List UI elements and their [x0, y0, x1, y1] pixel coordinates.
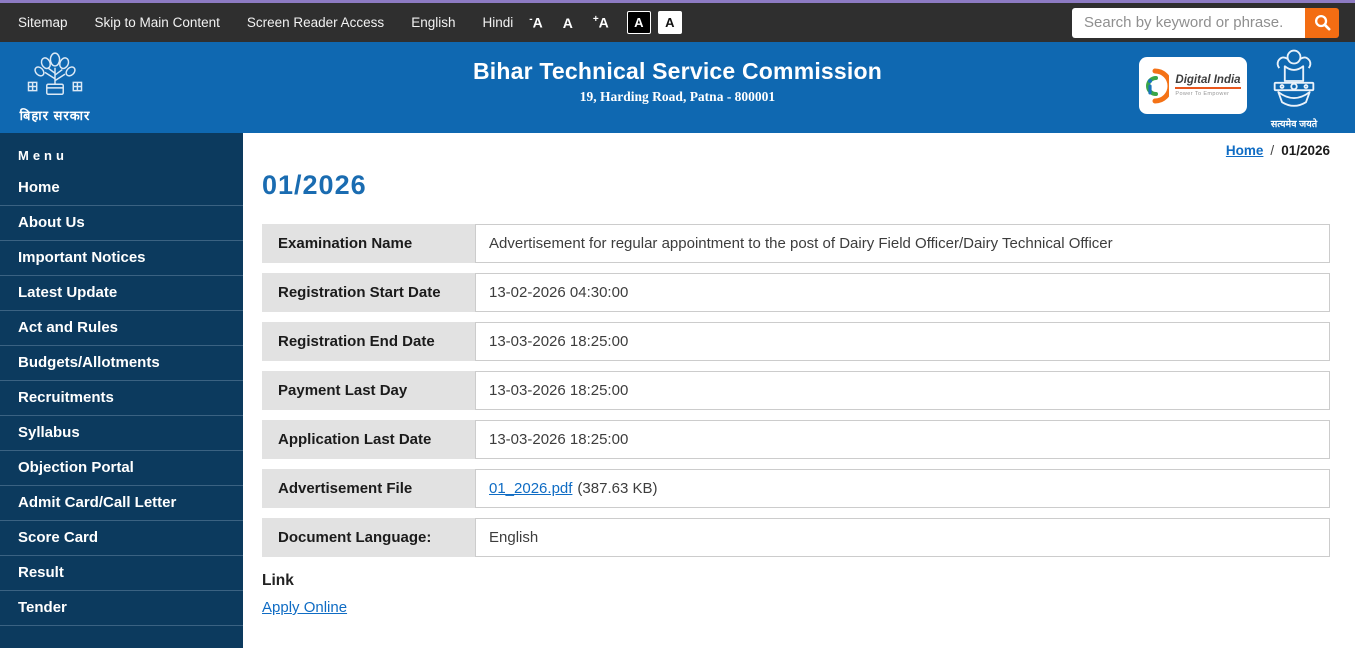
- row-label: Examination Name: [262, 224, 475, 263]
- plus-icon: +: [592, 14, 599, 26]
- sidebar-item-important-notices[interactable]: Important Notices: [0, 241, 243, 276]
- exam-details-table: [262, 224, 1330, 557]
- site-header: [0, 42, 1355, 133]
- font-decrease-letter: A: [532, 14, 543, 31]
- topbar-nav: [18, 15, 513, 30]
- row-value: 13-02-2026 04:30:00: [475, 273, 1330, 312]
- page-title: 01/2026: [262, 170, 367, 200]
- font-increase-letter: A: [598, 14, 609, 31]
- sidebar-item-latest-update[interactable]: Latest Update: [0, 276, 243, 311]
- national-emblem: [1258, 46, 1330, 130]
- main-content: [243, 133, 1355, 648]
- minus-icon: -: [529, 14, 533, 26]
- search-button[interactable]: [1305, 8, 1339, 38]
- light-contrast-button[interactable]: A: [658, 11, 682, 34]
- site-address: 19, Harding Road, Patna - 800001: [579, 89, 776, 104]
- breadcrumb-current: 01/2026: [1281, 143, 1330, 158]
- font-size-controls: [529, 14, 609, 31]
- sidebar-item-result[interactable]: Result: [0, 556, 243, 591]
- font-normal-button[interactable]: [563, 15, 573, 31]
- sidebar-item-objection-portal[interactable]: Objection Portal: [0, 451, 243, 486]
- dark-contrast-button[interactable]: A: [627, 11, 651, 34]
- font-decrease-button[interactable]: [529, 14, 542, 31]
- site-title: Bihar Technical Service Commission: [472, 58, 883, 84]
- row-value: 13-03-2026 18:25:00: [475, 420, 1330, 459]
- row-value: Advertisement for regular appointment to the post of Dairy Field Officer/Dairy Technical Officer: [475, 224, 1330, 263]
- breadcrumb-home-link[interactable]: Home: [1225, 143, 1264, 158]
- apply-online-link[interactable]: Apply Online: [262, 599, 348, 616]
- skip-to-content-link[interactable]: Skip to Main Content: [94, 15, 220, 30]
- font-normal-letter: A: [562, 14, 573, 31]
- breadcrumb: [262, 143, 1330, 158]
- digital-india-logo[interactable]: [1139, 57, 1247, 114]
- sidebar-item-score-card[interactable]: Score Card: [0, 521, 243, 556]
- row-value: English: [475, 518, 1330, 557]
- digital-india-icon: [1145, 68, 1169, 104]
- sidebar-menu: [0, 133, 243, 648]
- language-english-link[interactable]: English: [411, 15, 456, 30]
- sidebar-item-home[interactable]: Home: [0, 171, 243, 206]
- row-value: 13-03-2026 18:25:00: [475, 322, 1330, 361]
- site-search: [1072, 8, 1339, 38]
- digital-india-tagline: Power To Empower: [1175, 91, 1230, 97]
- table-row: [262, 224, 1330, 263]
- contrast-controls: [627, 11, 682, 34]
- font-increase-button[interactable]: [593, 14, 609, 31]
- sitemap-link[interactable]: Sitemap: [18, 15, 68, 30]
- language-hindi-link[interactable]: Hindi: [482, 15, 514, 30]
- menu-heading: Menu: [18, 148, 68, 163]
- emblem-caption: सत्यमेव जयते: [1270, 119, 1318, 130]
- row-label: Payment Last Day: [262, 371, 475, 410]
- advertisement-pdf-link[interactable]: 01_2026.pdf: [489, 480, 573, 497]
- sidebar-item-admit-card[interactable]: Admit Card/Call Letter: [0, 486, 243, 521]
- row-value: [475, 469, 1330, 508]
- table-row: [262, 273, 1330, 312]
- link-section-heading: Link: [262, 572, 294, 589]
- sidebar-item-recruitments[interactable]: Recruitments: [0, 381, 243, 416]
- table-row: [262, 420, 1330, 459]
- ashoka-lion-capital-icon: [1258, 46, 1330, 116]
- digital-india-name: Digital India: [1175, 74, 1240, 89]
- row-label: Application Last Date: [262, 420, 475, 459]
- row-label: Advertisement File: [262, 469, 475, 508]
- digital-india-text: [1175, 74, 1240, 97]
- table-row: [262, 518, 1330, 557]
- table-row: [262, 469, 1330, 508]
- sidebar-item-syllabus[interactable]: Syllabus: [0, 416, 243, 451]
- state-logo-caption: बिहार सरकार: [19, 108, 91, 123]
- breadcrumb-separator: /: [1270, 143, 1275, 158]
- utility-topbar: [0, 3, 1355, 42]
- sidebar-item-budgets-allotments[interactable]: Budgets/Allotments: [0, 346, 243, 381]
- pdf-file-size: (387.63 KB): [577, 480, 658, 497]
- search-input[interactable]: [1072, 8, 1305, 38]
- row-label: Registration End Date: [262, 322, 475, 361]
- table-row: [262, 322, 1330, 361]
- row-label: Document Language:: [262, 518, 475, 557]
- search-icon: [1313, 13, 1332, 32]
- sidebar-item-act-and-rules[interactable]: Act and Rules: [0, 311, 243, 346]
- sidebar-item-about-us[interactable]: About Us: [0, 206, 243, 241]
- sidebar-item-tender[interactable]: Tender: [0, 591, 243, 626]
- table-row: [262, 371, 1330, 410]
- row-value: 13-03-2026 18:25:00: [475, 371, 1330, 410]
- screen-reader-link[interactable]: Screen Reader Access: [246, 15, 385, 30]
- row-label: Registration Start Date: [262, 273, 475, 312]
